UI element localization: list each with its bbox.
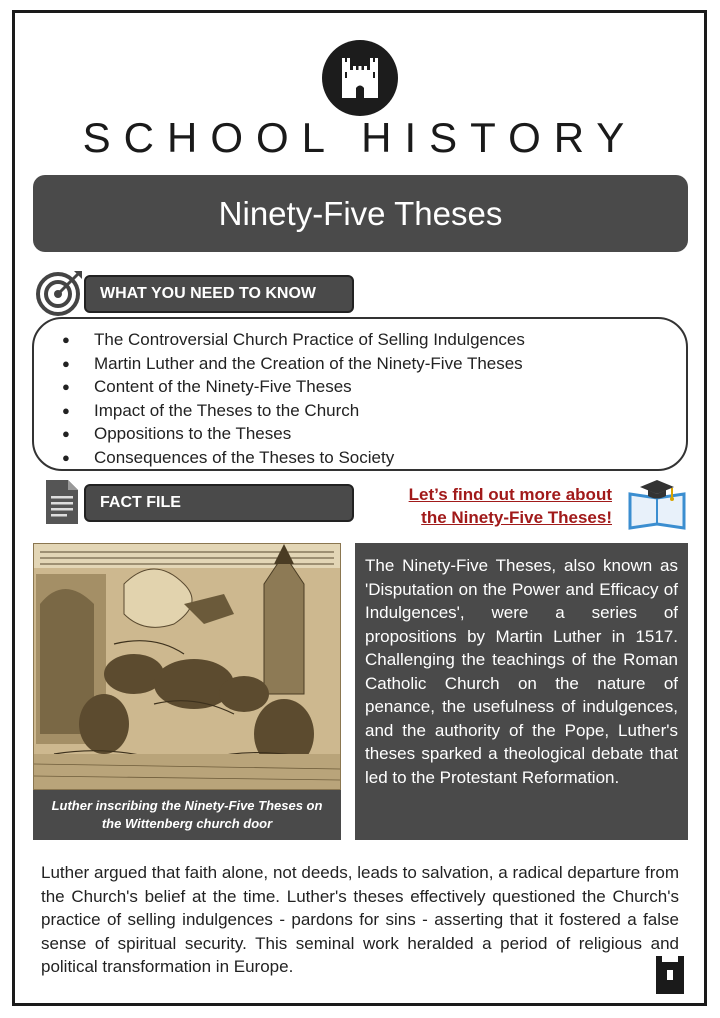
graduation-book-icon <box>626 476 688 537</box>
know-list-box <box>32 317 688 471</box>
fact-paragraph: The Ninety-Five Theses, also known as 'Disputation on the Power and Efficacy of Indulgences', were a series of propositions by Martin Luther in 1517. Challenging the teachings of the Roman Catholic Church on the nature of penance, the usefulness of indulgences, and the authority of the Pope, Luther's theses sparked a theological debate that led to the Protestant Reformation. <box>355 543 688 840</box>
what-you-need-to-know-heading: WHAT YOU NEED TO KNOW <box>84 275 354 313</box>
find-out-more-link[interactable] <box>372 483 612 529</box>
list-item: ● Martin Luther and the Creation of the Ninety-Five Theses <box>94 352 686 376</box>
castle-icon <box>322 40 398 116</box>
body-paragraph: Luther argued that faith alone, not deeds, leads to salvation, a radical departure from the Church's belief at the time. Luther's theses effectively questioned the Church's practice of selling indulgences - pardons for sins - asserting that it fostered a false sense of spiritual security. This seminal work heralded a period of religious and political transformation in Europe. <box>41 863 679 977</box>
find-out-more-line1: Let’s find out more about <box>408 485 612 504</box>
find-out-more-line2: the Ninety-Five Theses! <box>421 508 612 527</box>
castle-corner-icon <box>650 950 690 999</box>
list-item: ● The Controversial Church Practice of Selling Indulgences <box>94 328 686 352</box>
list-item: ● Content of the Ninety-Five Theses <box>94 375 686 399</box>
target-icon <box>36 267 86 322</box>
fact-file-heading: FACT FILE <box>84 484 354 522</box>
image-caption: Luther inscribing the Ninety-Five Theses on the Wittenberg church door <box>33 790 341 840</box>
page-title: Ninety-Five Theses <box>33 175 688 252</box>
list-item: ● Consequences of the Theses to Society <box>94 446 686 470</box>
list-item: ● Impact of the Theses to the Church <box>94 399 686 423</box>
document-icon <box>44 478 80 531</box>
luther-woodcut-image <box>33 543 341 790</box>
list-item: ● Oppositions to the Theses <box>94 422 686 446</box>
know-list <box>94 328 686 470</box>
brand-name: SCHOOL HISTORY <box>82 114 638 161</box>
